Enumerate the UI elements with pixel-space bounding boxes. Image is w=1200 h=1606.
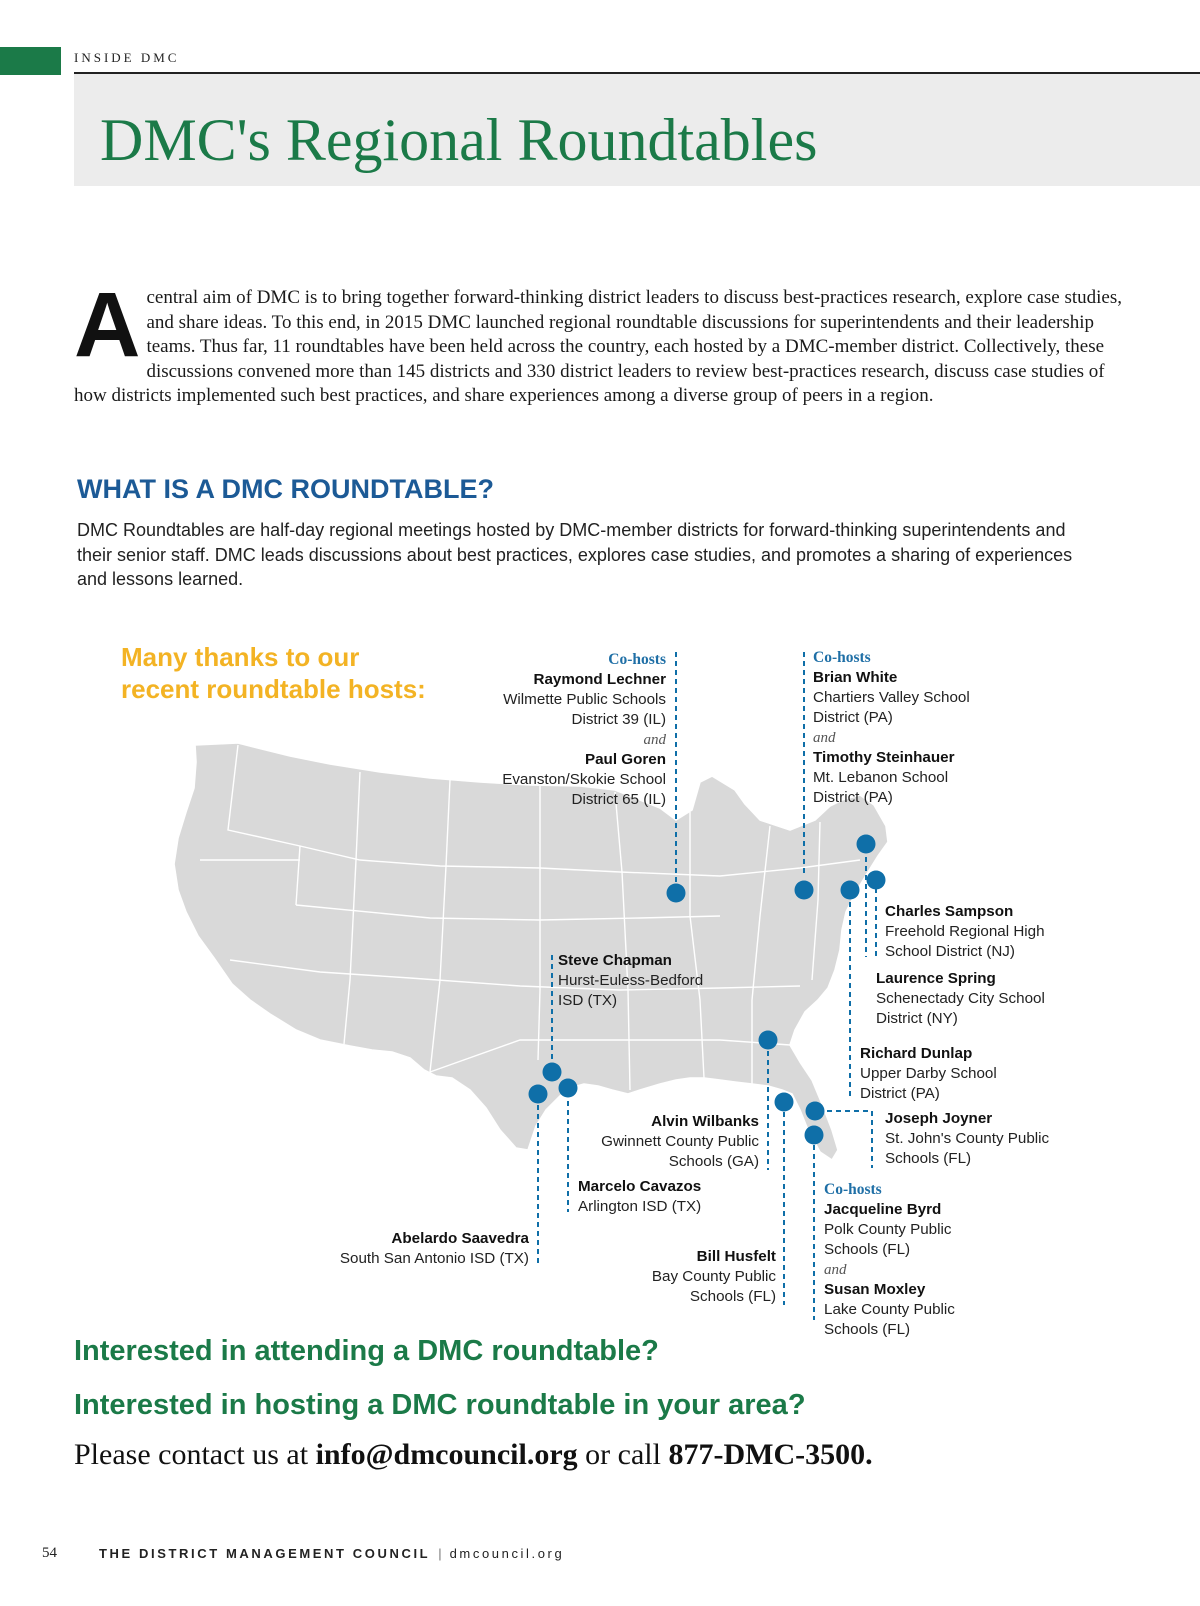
callout-saavedra: Abelardo Saavedra South San Antonio ISD (TX) xyxy=(339,1230,529,1267)
intro-paragraph xyxy=(74,274,1134,409)
footer-separator: | xyxy=(438,1546,442,1561)
footer-site[interactable]: dmcouncil.org xyxy=(449,1546,565,1561)
marker-freehold xyxy=(867,871,886,890)
page-number: 54 xyxy=(42,1545,57,1561)
marker-st-johns xyxy=(806,1102,825,1121)
marker-upper-darby xyxy=(841,881,860,900)
page-title: DMC's Regional Roundtables xyxy=(100,107,818,173)
contact-line: Please contact us at info@dmcouncil.org or call 877-DMC-3500. xyxy=(74,1438,873,1471)
callout-husfelt: Bill Husfelt Bay County Public Schools (FL) xyxy=(651,1248,776,1305)
marker-arlington xyxy=(559,1079,578,1098)
callout-wilbanks: Alvin Wilbanks Gwinnett County Public Schools (GA) xyxy=(601,1113,759,1170)
callout-sampson: Charles Sampson Freehold Regional High School District (NJ) xyxy=(885,903,1045,960)
marker-san-antonio xyxy=(529,1085,548,1104)
section-label: INSIDE DMC xyxy=(74,50,180,65)
callout-pennsylvania: Co-hosts Brian White Chartiers Valley School District (PA) and Timothy Steinhauer Mt. Lebanon School District (PA) xyxy=(813,649,970,806)
section-color-tab xyxy=(0,47,61,75)
marker-illinois xyxy=(667,884,686,903)
contact-phone[interactable]: 877-DMC-3500. xyxy=(668,1438,873,1471)
callout-florida: Co-hosts Jacqueline Byrd Polk County Public Schools (FL) and Susan Moxley Lake County Public Schools (FL) xyxy=(824,1181,955,1338)
callout-illinois: Co-hosts Raymond Lechner Wilmette Public Schools District 39 (IL) and Paul Goren Evanston/Skokie School District 65 (IL) xyxy=(502,651,666,808)
cta-attend: Interested in attending a DMC roundtable? xyxy=(74,1335,659,1367)
marker-gwinnett xyxy=(759,1031,778,1050)
contact-email[interactable]: info@dmcouncil.org xyxy=(315,1438,578,1471)
marker-pittsburgh xyxy=(795,881,814,900)
marker-bay-county xyxy=(775,1093,794,1112)
thanks-heading: Many thanks to our recent roundtable hosts: xyxy=(121,642,426,704)
callout-cavazos: Marcelo Cavazos Arlington ISD (TX) xyxy=(578,1178,702,1215)
callout-spring: Laurence Spring Schenectady City School District (NY) xyxy=(876,970,1045,1027)
callout-joyner: Joseph Joyner St. John's County Public Schools (FL) xyxy=(885,1110,1050,1167)
drop-cap: A xyxy=(74,274,141,376)
footer xyxy=(99,1546,564,1561)
callout-dunlap: Richard Dunlap Upper Darby School District (PA) xyxy=(860,1045,997,1102)
marker-polk-lake xyxy=(805,1126,824,1145)
cta-host: Interested in hosting a DMC roundtable in your area? xyxy=(74,1389,806,1421)
marker-schenectady xyxy=(857,835,876,854)
what-body: DMC Roundtables are half-day regional meetings hosted by DMC-member districts for forward-thinking superintendents and their senior staff. DMC leads discussions about best practices, explores case studies, and promotes a sharing of experiences and lessons learned. xyxy=(77,520,1073,590)
footer-org: THE DISTRICT MANAGEMENT COUNCIL xyxy=(99,1546,431,1561)
intro-text: central aim of DMC is to bring together forward-thinking district leaders to discuss best-practices research, explore case studies, and share ideas. To this end, in 2015 DMC launched regional roundtable discussions for superintendents and their leadership teams. Thus far, 11 roundtables have been held across the country, each hosted by a DMC-member district. Collectively, these discussions convened more than 145 districts and 330 district leaders to review best-practices research, discuss case studies of how districts implemented such best practices, and share experiences among a diverse group of peers in a region. xyxy=(74,287,1123,407)
marker-hurst xyxy=(543,1063,562,1082)
what-heading: WHAT IS A DMC ROUNDTABLE? xyxy=(77,474,494,504)
callout-chapman: Steve Chapman Hurst-Euless-Bedford ISD (TX) xyxy=(558,952,704,1009)
